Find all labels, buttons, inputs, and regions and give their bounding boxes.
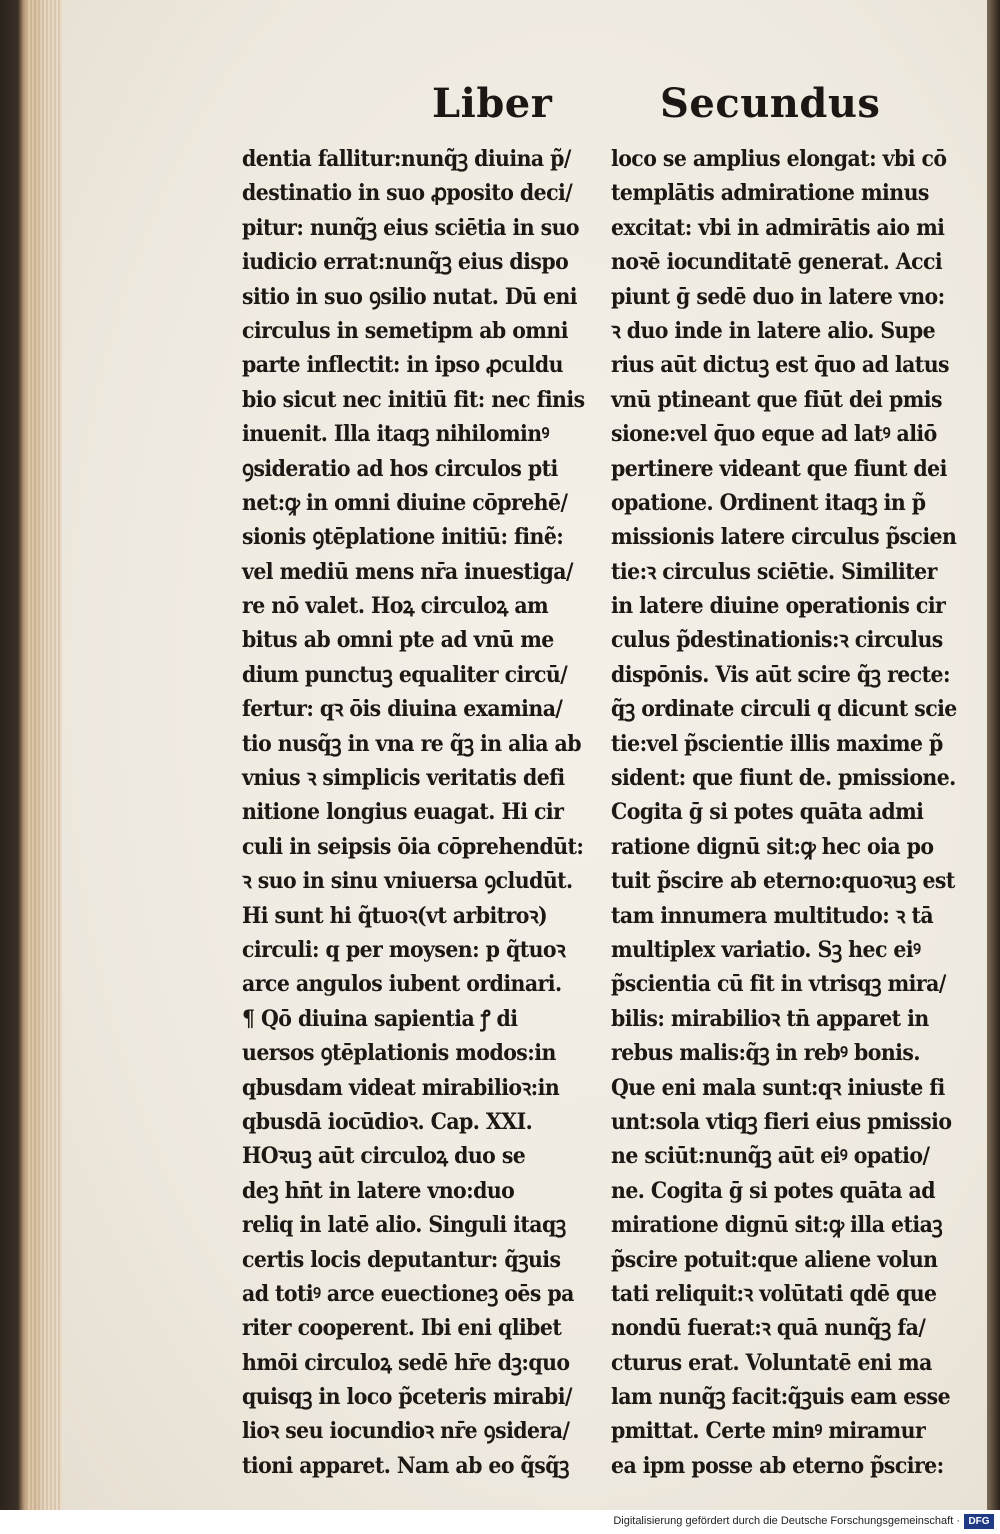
text-line: inuenit. Illa itaqꝫ nihilominꝰ [242, 421, 549, 448]
text-line: Cogita ḡ si potes quāta admi [611, 799, 924, 826]
running-head [62, 80, 987, 140]
text-line: miratione dignū sit:ꝙ illa etiaꝫ [611, 1212, 943, 1239]
text-line: tam innumera multitudo: ꝛ tā [611, 902, 934, 929]
text-line: vnius ꝛ simplicis veritatis defi [242, 765, 565, 792]
text-line: ꝛ duo inde in latere alio. Supe [611, 317, 936, 344]
text-line: templātis admiratione minus [611, 180, 929, 207]
text-line: culus p̃destinationis:ꝛ circulus [611, 627, 943, 654]
text-line: hmōi circuloꝝ sedē hr̄e dꝫ:quo [242, 1349, 570, 1376]
text-line: unt:sola vtiqꝫ fieri eius pmissio [611, 1108, 952, 1135]
text-line: rius aūt dictuꝫ est q̄uo ad latus [611, 352, 949, 379]
text-line: p̃scire potuit:que aliene volun [611, 1246, 938, 1273]
text-line: uersos ꝯtēplationis modos:in [242, 1040, 556, 1067]
text-line: lam nunq̃ꝫ facit:q̃ꝫuis eam esse [611, 1384, 951, 1411]
text-line: q̃ꝫ ordinate circuli q dicunt scie [611, 696, 957, 723]
text-line: quisqꝫ in loco p̃ceteris mirabi/ [242, 1384, 572, 1411]
text-line: circulus in semetipm ab omni [242, 317, 568, 344]
text-line: piunt ḡ sedē duo in latere vno: [611, 283, 945, 310]
running-head-left: Liber [432, 80, 553, 127]
text-line: excitat: vbi in admirātis aio mi [611, 214, 945, 241]
text-line: loco se amplius elongat: vbi cō [611, 146, 947, 172]
text-line: deꝫ hn̄t in latere vno:duo [242, 1177, 515, 1204]
footer-bar [0, 1510, 1000, 1534]
text-line: tioni apparet. Nam ab eo q̃sq̃ꝫ [242, 1452, 569, 1479]
text-line: sident: que fiunt de. pmissione. [611, 765, 956, 792]
text-line: sitio in suo ꝯsilio nutat. Dū eni [242, 283, 577, 310]
text-line: dium punctuꝫ equaliter circū/ [242, 661, 568, 688]
text-line: qbusdā iocūdioꝛ. Cap. XXI. [242, 1108, 533, 1135]
text-column-left [242, 142, 588, 1483]
text-line: missionis latere circulus p̃scien [611, 524, 957, 551]
text-line: reliq in latē alio. Singuli itaqꝫ [242, 1212, 566, 1239]
text-line: nitione longius euagat. Hi cir [242, 799, 564, 826]
text-line: cturus erat. Voluntatē eni ma [611, 1349, 932, 1376]
text-line: iudicio errat:nunq̃ꝫ eius dispo [242, 249, 569, 276]
text-line: ne sciūt:nunq̃ꝫ aūt eiꝰ opatio/ [611, 1143, 930, 1170]
text-line: tio nusq̃ꝫ in vna re q̃ꝫ in alia ab [242, 730, 581, 757]
text-line: parte inflectit: in ipso ꝓculdu [242, 352, 563, 379]
page-edge [26, 0, 66, 1510]
text-line: re nō valet. Hoꝝ circuloꝝ am [242, 593, 549, 620]
text-line: rebus malis:q̃ꝫ in rebꝰ bonis. [611, 1040, 920, 1067]
text-line: tie:vel p̃scientie illis maxime p̃ [611, 730, 943, 757]
text-line: pmittat. Certe minꝰ miramur [611, 1418, 926, 1445]
dfg-logo: DFG [964, 1514, 994, 1529]
text-line: p̃scientia cū fit in vtrisqꝫ mira/ [611, 971, 946, 998]
text-line: dentia fallitur:nunq̃ꝫ diuina p̃/ [242, 146, 571, 172]
text-line: opatione. Ordinent itaqꝫ in p̃ [611, 489, 926, 516]
text-line: riter cooperent. Ibi eni qlibet [242, 1315, 562, 1342]
text-line: bilis: mirabilioꝛ tn̄ apparet in [611, 1005, 929, 1032]
text-line: circuli: q per moysen: p q̃tuoꝛ [242, 936, 566, 963]
text-line: multiplex variatio. Sꝫ hec eiꝰ [611, 936, 921, 963]
text-line: fertur: qꝛ ōis diuina examina/ [242, 696, 563, 723]
text-line: ꝛ suo in sinu vniuersa ꝯcludūt. [242, 868, 573, 895]
text-line: ne. Cogita ḡ si potes quāta ad [611, 1177, 935, 1204]
running-head-right: Secundus [660, 80, 881, 127]
text-line: ea ipm posse ab eterno p̃scire: [611, 1452, 944, 1479]
text-line: nondū fuerat:ꝛ quā nunq̃ꝫ fa/ [611, 1315, 926, 1342]
text-line: ꝯsideratio ad hos circulos pti [242, 455, 558, 482]
text-line: sione:vel q̄uo eque ad latꝰ aliō [611, 421, 937, 448]
text-line: ¶ Qō diuina sapientia ꝭ di [242, 1005, 518, 1032]
text-line: noꝛē iocunditatē generat. Acci [611, 249, 943, 276]
text-line: dispōnis. Vis aūt scire q̃ꝫ recte: [611, 661, 951, 688]
text-line: certis locis deputantur: q̃ꝫuis [242, 1246, 561, 1273]
text-line: tie:ꝛ circulus sciētie. Similiter [611, 558, 937, 585]
text-column-right [611, 142, 957, 1483]
text-line: bio sicut nec initiū fit: nec finis [242, 386, 585, 413]
text-line: ad totiꝰ arce euectioneꝫ oēs pa [242, 1280, 574, 1307]
text-line: HOꝛuꝫ aūt circuloꝝ duo se [242, 1143, 526, 1170]
text-line: tati reliquit:ꝛ volūtati qdē que [611, 1280, 937, 1307]
text-line: arce angulos iubent ordinari. [242, 971, 562, 998]
text-line: net:ꝙ in omni diuine cōprehē/ [242, 489, 568, 516]
text-line: Hi sunt hi q̃tuoꝛ(vt arbitroꝛ) [242, 902, 548, 929]
footer-credit: Digitalisierung gefördert durch die Deutsche Forschungsgemeinschaft · [613, 1515, 960, 1527]
text-line: bitus ab omni pte ad vnū me [242, 627, 554, 654]
text-line: destinatio in suo ꝓposito deci/ [242, 180, 573, 207]
text-line: qbusdam videat mirabilioꝛ:in [242, 1074, 560, 1101]
text-line: pitur: nunq̃ꝫ eius sciētia in suo [242, 214, 580, 241]
text-line: in latere diuine operationis cir [611, 593, 946, 620]
text-line: ratione dignū sit:ꝙ hec oia po [611, 833, 934, 860]
text-line: Que eni mala sunt:qꝛ iniuste fi [611, 1074, 945, 1101]
text-line: vnū ptineant que fiūt dei pmis [611, 386, 942, 413]
text-line: culi in seipsis ōia cōprehendūt: [242, 833, 584, 860]
text-line: tuit p̃scire ab eterno:quoꝛuꝫ est [611, 868, 955, 895]
book-page [62, 0, 987, 1510]
text-line: lioꝛ seu iocundioꝛ nr̄e ꝯsidera/ [242, 1418, 570, 1445]
text-line: pertinere videant que fiunt dei [611, 455, 947, 482]
text-line: vel mediū mens nr̄a inuestiga/ [242, 558, 573, 585]
text-line: sionis ꝯtēplatione initiū: finẽ: [242, 524, 564, 551]
